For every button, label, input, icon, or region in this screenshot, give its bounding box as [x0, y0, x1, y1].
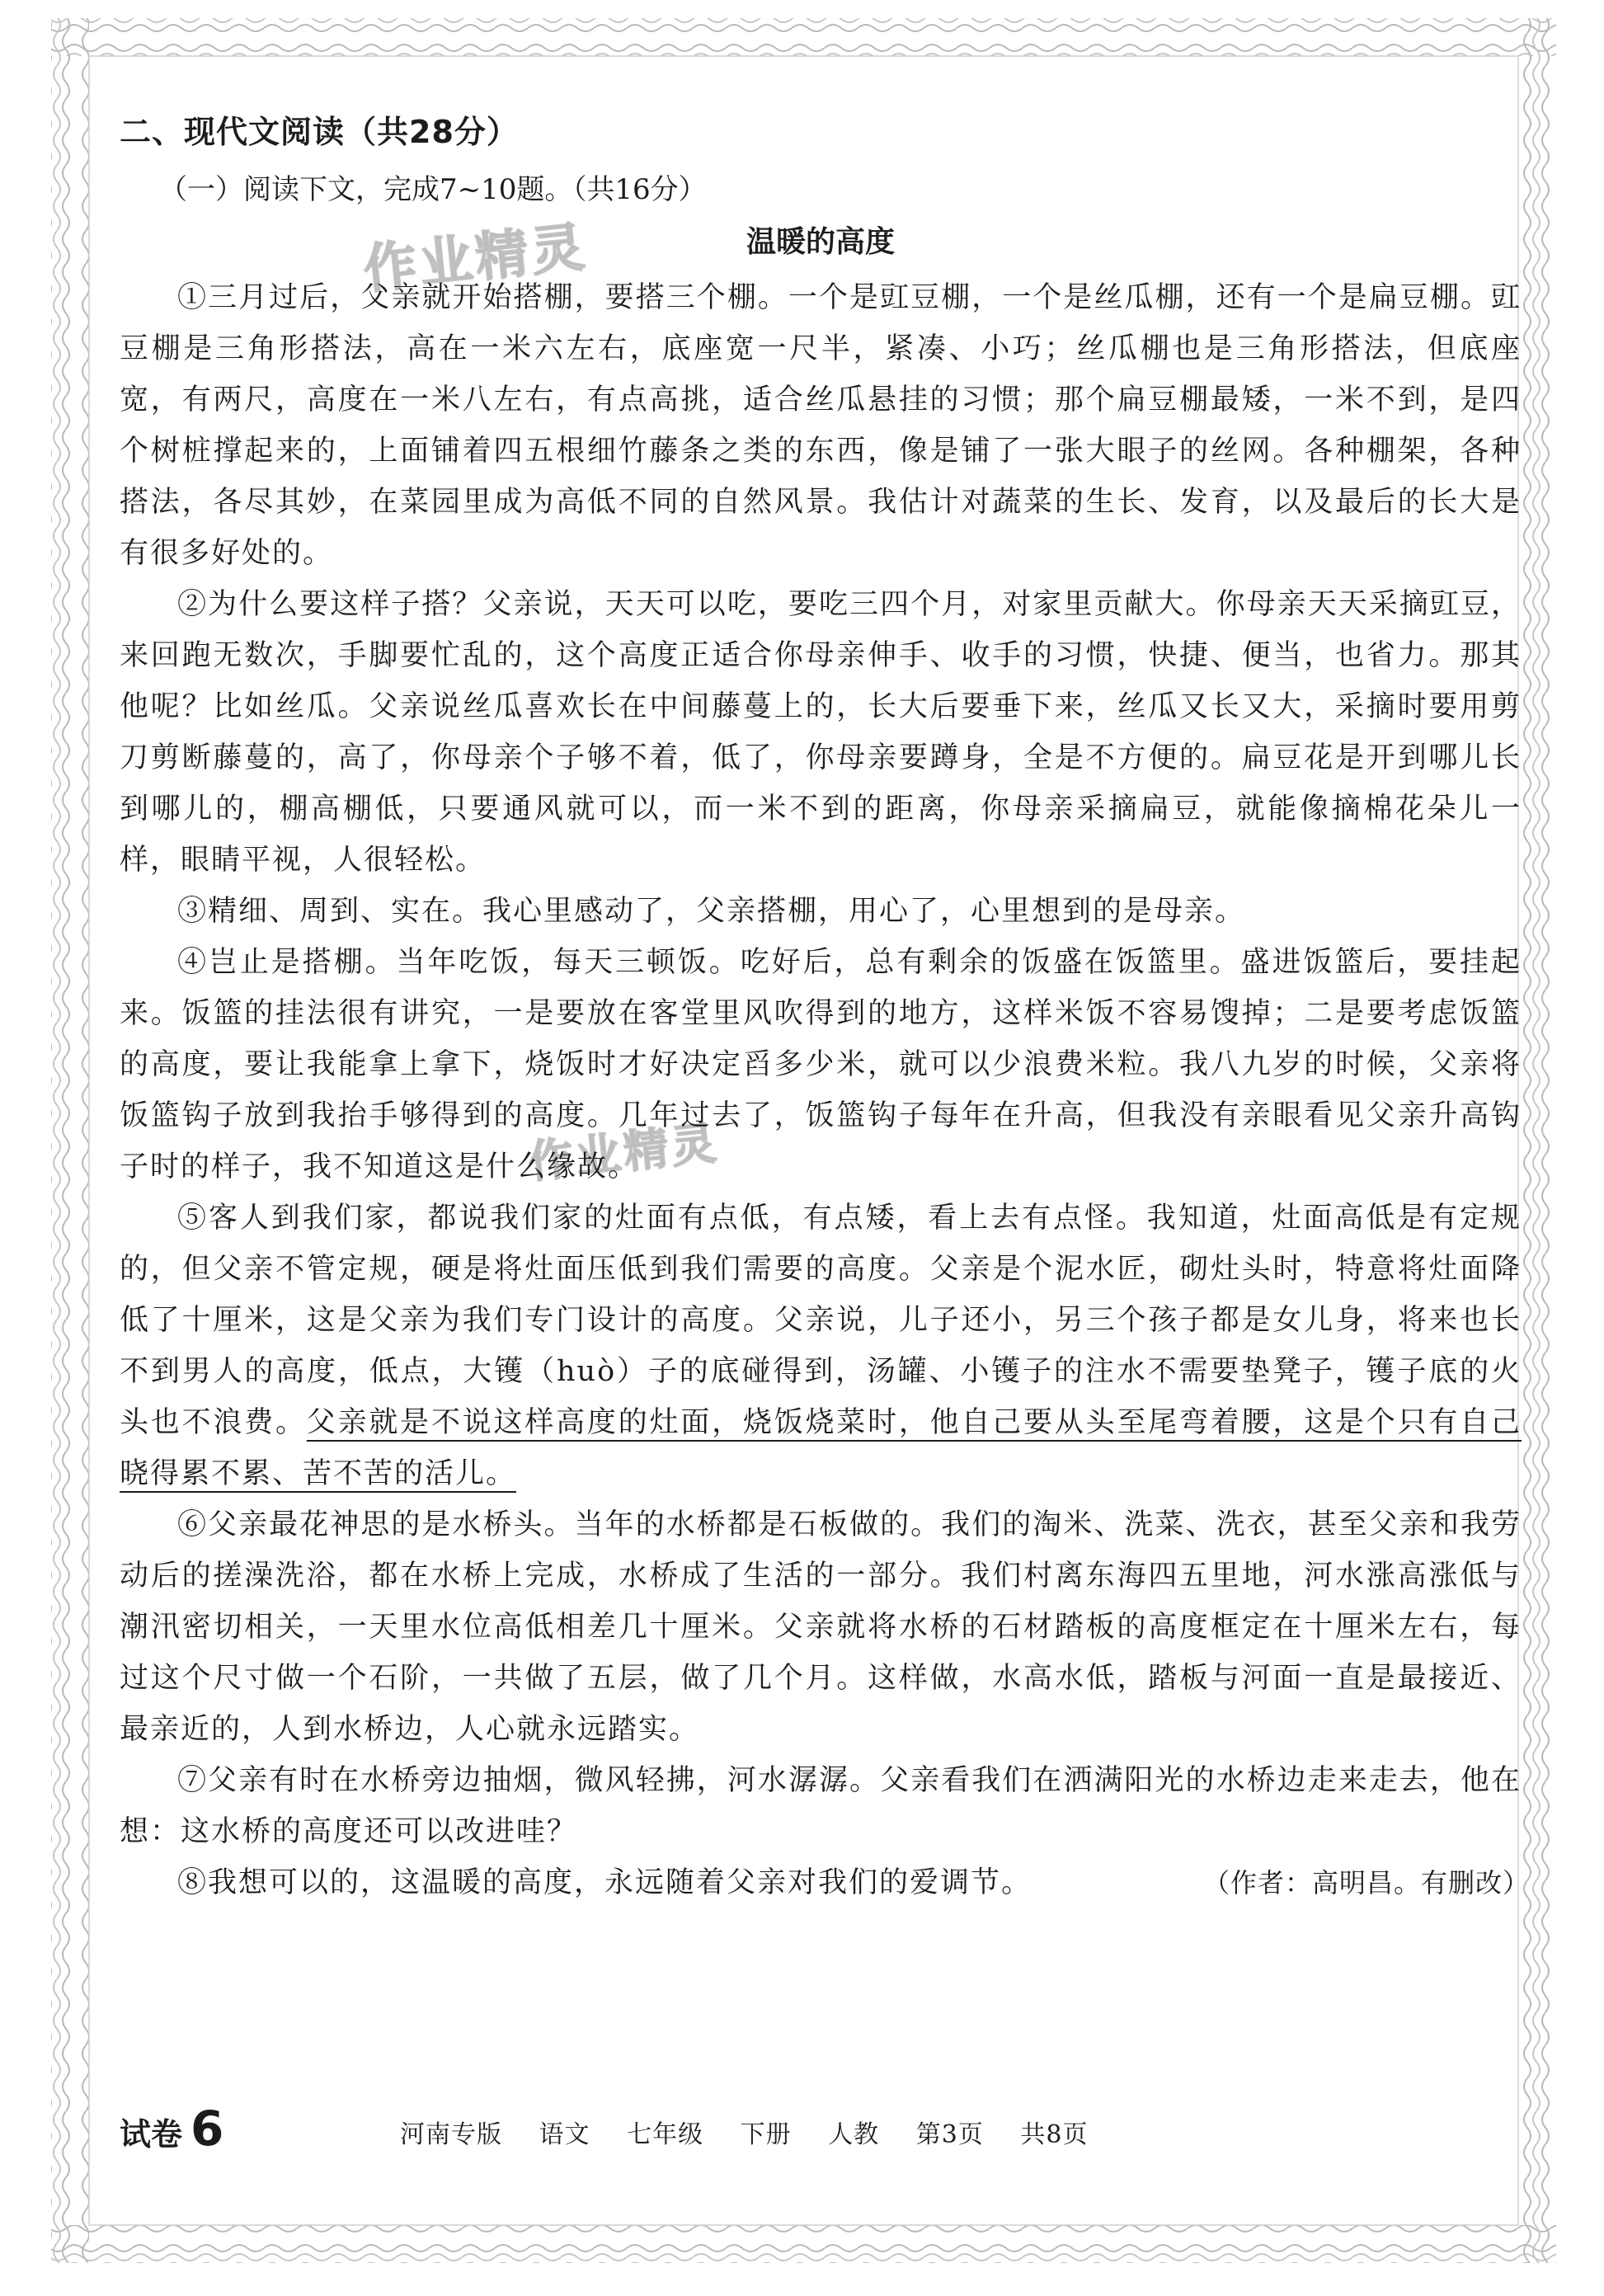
- paragraph-5: [120, 1193, 1522, 1499]
- paragraph-7: ⑦父亲有时在水桥旁边抽烟，微风轻拂，河水潺潺。父亲看我们在洒满阳光的水桥边走来走去，他在想：这水桥的高度还可以改进哇？: [120, 1764, 1522, 1848]
- paragraph-6: ⑥父亲最花神思的是水桥头。当年的水桥都是石板做的。我们的淘米、洗菜、洗衣，甚至父亲和我劳动后的搓澡洗浴，都在水桥上完成，水桥成了生活的一部分。我们村离东海四五里地，河水涨高涨低与潮汛密切相关，一天里水位高低相差几十厘米。父亲就将水桥的石材踏板的高度框定在十厘米左右，每过这个尺寸做一个石阶，一共做了五层，做了几个月。这样做，水高水低，踏板与河面一直是最接近、最亲近的，人到水桥边，人心就永远踏实。: [120, 1508, 1522, 1746]
- paragraph-4: ④岂止是搭棚。当年吃饭，每天三顿饭。吃好后，总有剩余的饭盛在饭篮里。盛进饭篮后，要挂起来。饭篮的挂法很有讲究，一是要放在客堂里风吹得到的地方，这样米饭不容易馊掉；二是要考虑饭篮的高度，要让我能拿上拿下，烧饭时才好决定舀多少米，就可以少浪费米粒。我八九岁的时候，父亲将饭篮钩子放到我抬手够得到的高度。几年过去了，饭篮钩子每年在升高，但我没有亲眼看见父亲升高钩子时的样子，我不知道这是什么缘故。: [120, 946, 1522, 1183]
- watermark-middle: 作业精灵: [525, 1117, 722, 1188]
- reading-section: [120, 107, 1530, 1908]
- section-title: 二、现代文阅读（共28分）: [120, 114, 519, 150]
- footer-subject: 语文: [539, 2120, 590, 2149]
- paragraph-8-wrap: [120, 1857, 1530, 1908]
- footer-volume: 下册: [740, 2120, 792, 2149]
- watermark-top: 作业精灵: [360, 216, 590, 301]
- paragraph-5-text: ⑤客人到我们家，都说我们家的灶面有点低，有点矮，看上去有点怪。我知道，灶面高低是有定规的，但父亲不管定规，硬是将灶面压低到我们需要的高度。父亲是个泥水匠，砌灶头时，特意将灶面降低了十厘米，这是父亲为我们专门设计的高度。父亲说，儿子还小，另三个孩子都是女儿身，将来也长不到男人的高度，低点，大镬（huò）子的底碰得到，汤罐、小镬子的注水不需要垫凳子，镬子底的火头也不浪费。: [120, 1202, 1522, 1439]
- author-credit: （作者：高明昌。有删改）: [1202, 1867, 1530, 1898]
- footer-edition: 河南专版: [400, 2120, 502, 2149]
- paragraph-2: ②为什么要这样子搭？父亲说，天天可以吃，要吃三四个月，对家里贡献大。你母亲天天采摘豇豆，来回跑无数次，手脚要忙乱的，这个高度正适合你母亲伸手、收手的习惯，快捷、便当，也省力。那其他呢？比如丝瓜。父亲说丝瓜喜欢长在中间藤蔓上的，长大后要垂下来，丝瓜又长又大，采摘时要用剪刀剪断藤蔓的，高了，你母亲个子够不着，低了，你母亲要蹲身，全是不方便的。扁豆花是开到哪儿长到哪儿的，棚高棚低，只要通风就可以，而一米不到的距离，你母亲采摘扁豆，就能像摘棉花朵儿一样，眼睛平视，人很轻松。: [120, 588, 1522, 877]
- exam-number: 6: [191, 2101, 224, 2157]
- footer-grade: 七年级: [627, 2120, 704, 2149]
- footer-publisher: 人教: [828, 2120, 880, 2149]
- footer-page: 第3页: [915, 2120, 984, 2149]
- paragraph-1: ①三月过后，父亲就开始搭棚，要搭三个棚。一个是豇豆棚，一个是丝瓜棚，还有一个是扁豆棚。豇豆棚是三角形搭法，高在一米六左右，底座宽一尺半，紧凑、小巧；丝瓜棚也是三角形搭法，但底座宽，有两尺，高度在一米八左右，有点高挑，适合丝瓜悬挂的习惯；那个扁豆棚最矮，一米不到，是四个树桩撑起来的，上面铺着四五根细竹藤条之类的东西，像是铺了一张大眼子的丝网。各种棚架，各种搭法，各尽其妙，在菜园里成为高低不同的自然风景。我估计对蔬菜的生长、发育，以及最后的长大是有很多好处的。: [120, 281, 1522, 570]
- page-footer: [120, 2099, 1522, 2157]
- footer-info: [400, 2114, 1116, 2150]
- underlined-sentence: 父亲就是不说这样高度的灶面，烧饭烧菜时，他自己要从头至尾弯着腰，这是个只有自己晓得累不累、苦不苦的活儿。: [120, 1406, 1522, 1490]
- footer-total: 共8页: [1020, 2120, 1089, 2149]
- reading-instruction: （一）阅读下文，完成7~10题。（共16分）: [159, 173, 707, 206]
- paragraph-8: ⑧我想可以的，这温暖的高度，永远随着父亲对我们的爱调节。: [177, 1866, 1032, 1899]
- paragraph-3: ③精细、周到、实在。我心里感动了，父亲搭棚，用心了，心里想到的是母亲。: [177, 895, 1246, 928]
- article-title: 温暖的高度: [746, 225, 895, 259]
- exam-label: [120, 2101, 223, 2157]
- exam-label-text: 试卷: [120, 2116, 183, 2152]
